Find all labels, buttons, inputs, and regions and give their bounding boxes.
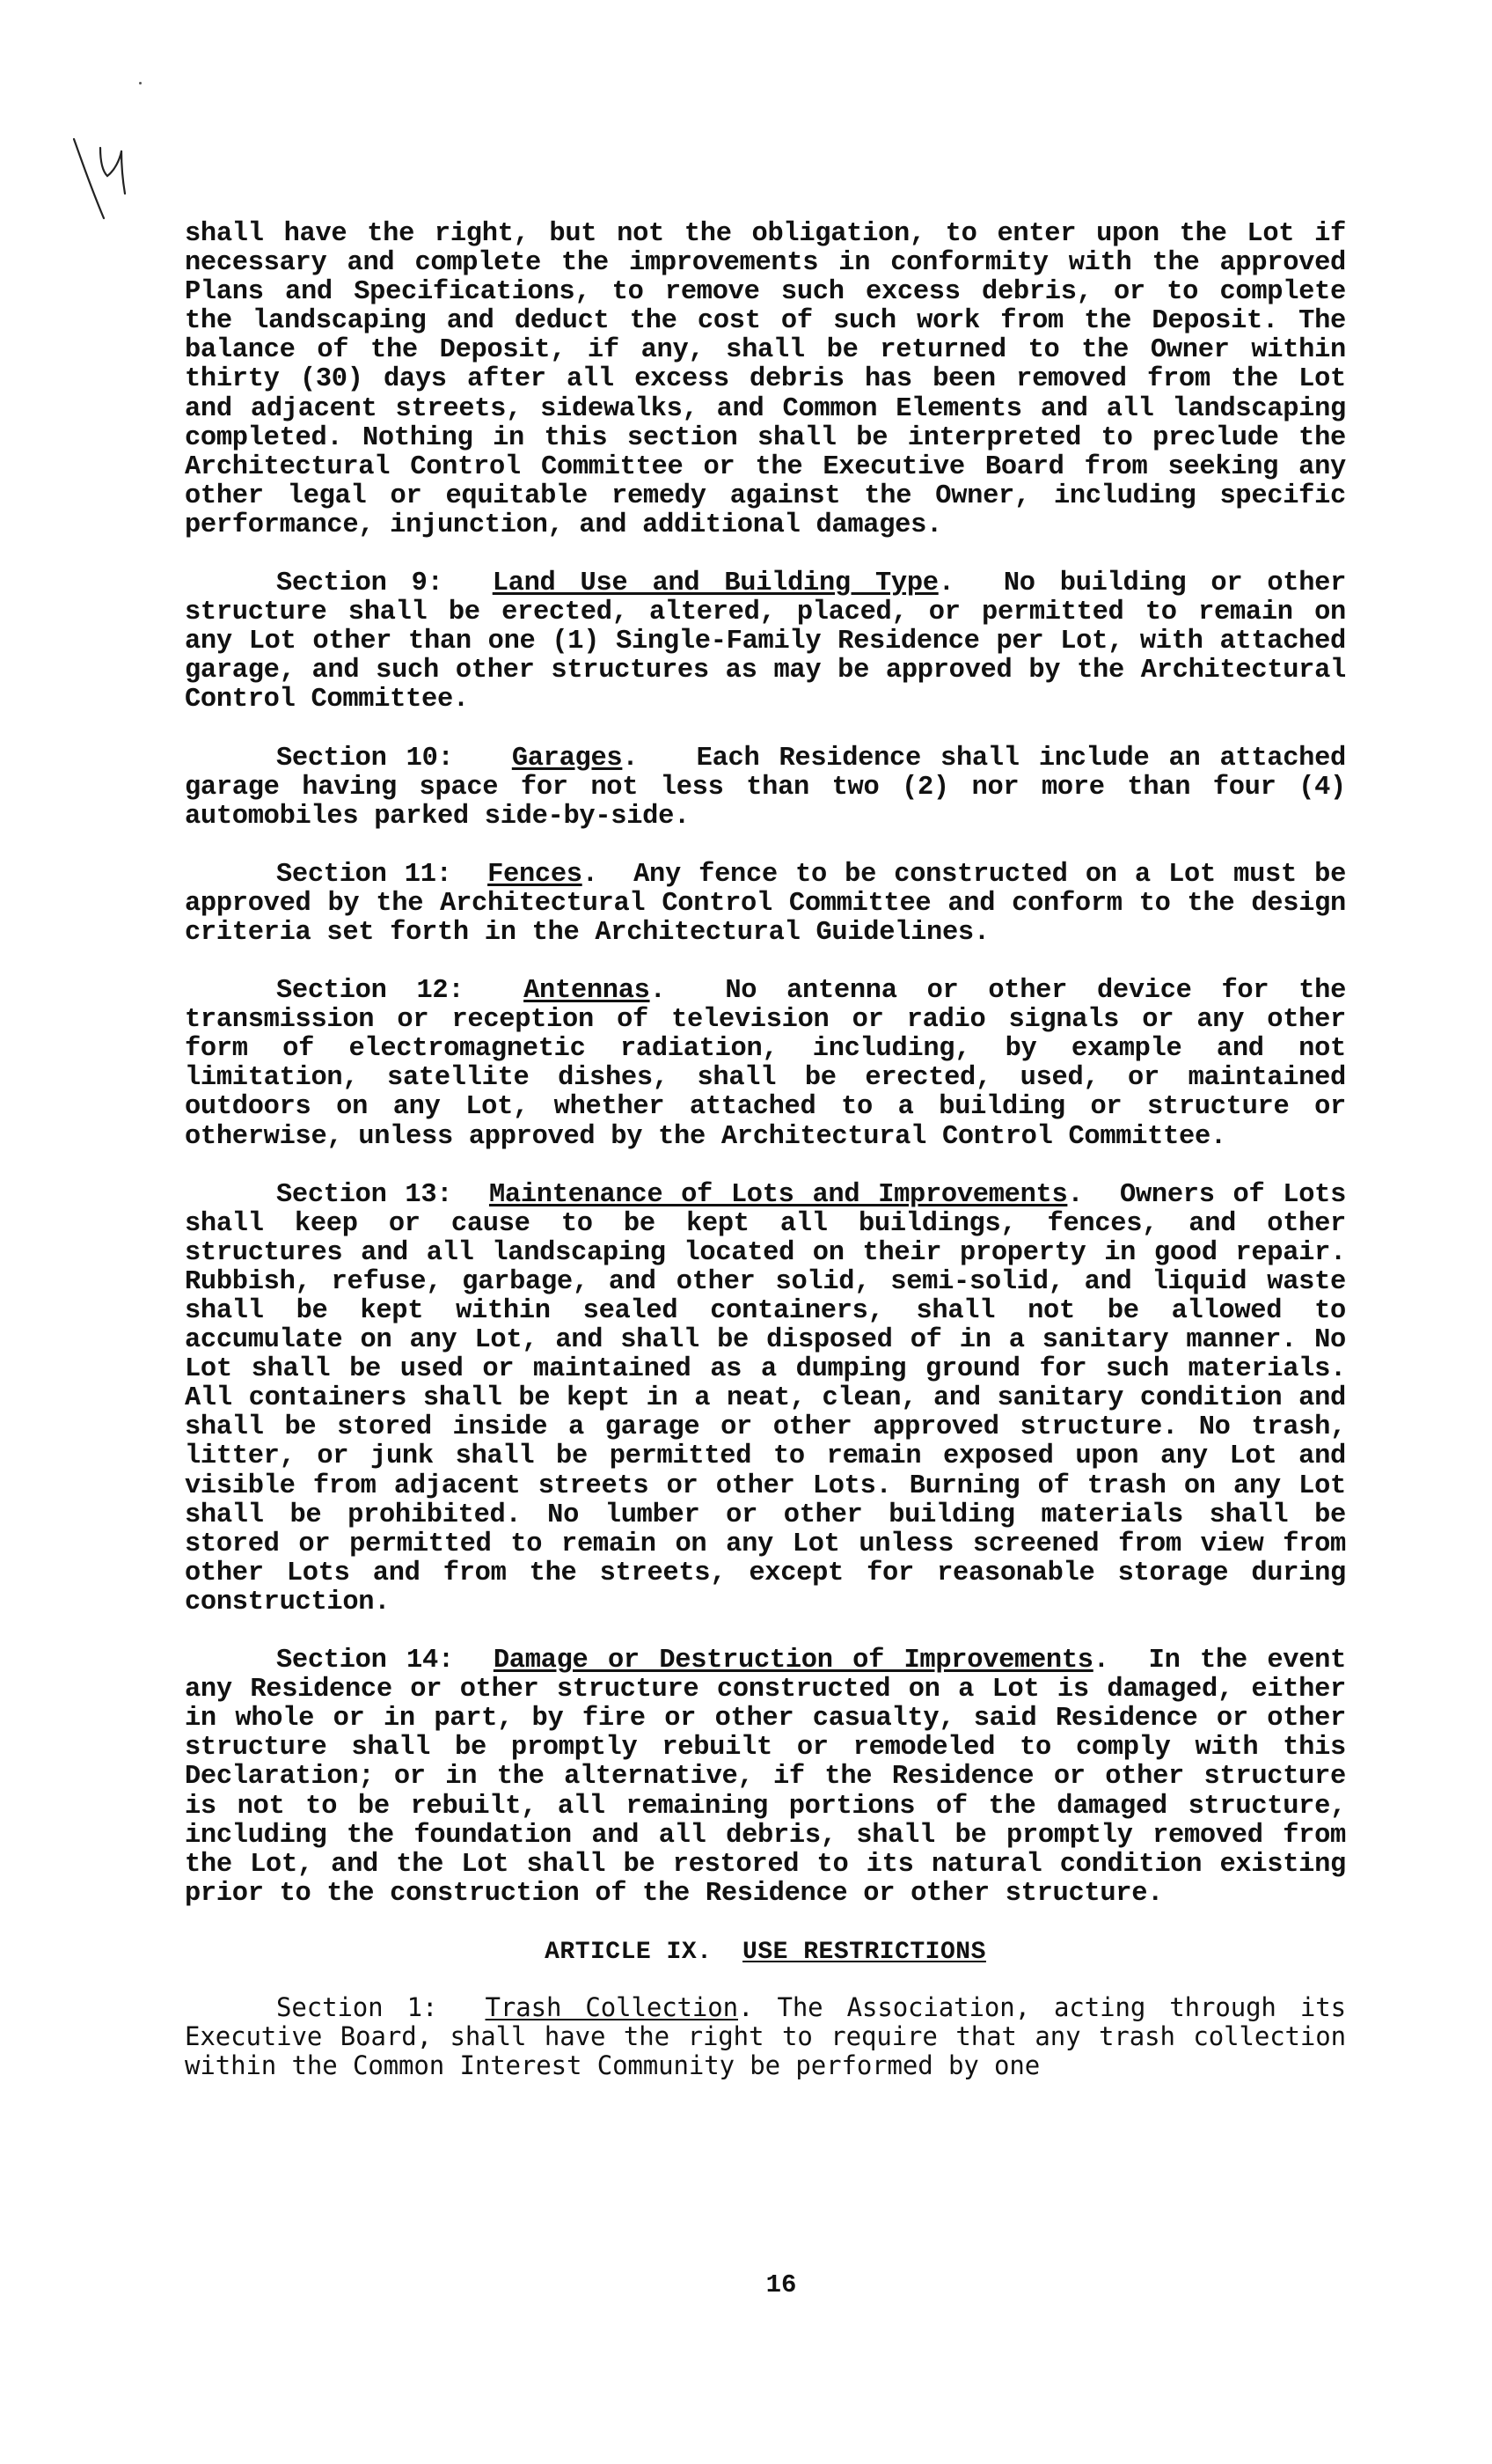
page-number: 16: [765, 2270, 797, 2299]
section-body: The Association, acting through its Executive Board, shall have the right to require that any trash collection within the Common Interest Community be performed by one: [185, 1991, 1346, 2081]
article-number: ARTICLE IX.: [545, 1938, 713, 1966]
section-label: Section 1:: [276, 1991, 438, 2022]
article-title: USE RESTRICTIONS: [742, 1938, 986, 1966]
section-13: Section 13: Maintenance of Lots and Improvements. Owners of Lots shall keep or cause to be kept all buildings, fences, and other structures and all landscaping located on their property in good repair. Rubbish, refuse, garbage, and other solid, semi-solid, and liquid waste shall be kept within sealed containers, shall not be allowed to accumulate on any Lot, and shall be disposed of in a sanitary manner. No Lot shall be used or maintained as a dumping ground for such materials. All containers shall be kept in a neat, clean, and sanitary condition and shall be stored inside a garage or other approved structure. No trash, litter, or junk shall be permitted to remain exposed upon any Lot and visible from adjacent streets or other Lots. Burning of trash on any Lot shall be prohibited. No lumber or other building materials shall be stored or permitted to remain on any Lot unless screened from view from other Lots and from the streets, except for reasonable storage during construction.: [185, 1179, 1347, 1617]
section-title: Garages: [511, 743, 623, 774]
section-14: Section 14: Damage or Destruction of Improvements. In the event any Residence or other structure constructed on a Lot is damaged, either in whole or in part, by fire or other casualty, said Residence or other structure shall be promptly rebuilt or remodeled to comply with this Declaration; or in the alternative, if the Residence or other structure is not to be rebuilt, all remaining portions of the damaged structure, including the foundation and all debris, shall be promptly removed from the Lot, and the Lot shall be restored to its natural condition existing prior to the construction of the Residence or other structure.: [185, 1646, 1347, 1909]
section-label: Section 11:: [276, 859, 452, 890]
section-label: Section 14:: [276, 1646, 454, 1676]
article-section-1: Section 1: Trash Collection. The Association, acting through its Executive Board, shall have the right to require that any trash collection within the Common Interest Community be performed by one: [185, 1991, 1346, 2081]
section-label: Section 12:: [276, 976, 464, 1007]
section-body: In the event any Residence or other structure constructed on a Lot is damaged, either in whole or in part, by fire or other casualty, said Residence or other structure shall be promptly rebuilt or remodeled to comply with this Declaration; or in the alternative, if the Residence or other structure is not to be rebuilt, all remaining portions of the damaged structure, including the foundation and all debris, shall be promptly removed from the Lot, and the Lot shall be restored to its natural condition existing prior to the construction of the Residence or other structure.: [185, 1646, 1347, 1909]
scan-speck: [139, 82, 142, 84]
section-body: Owners of Lots shall keep or cause to be kept all buildings, fences, and other structures and all landscaping located on their property in good repair. Rubbish, refuse, garbage, and other solid, semi-solid, and liquid waste shall be kept within sealed containers, shall not be allowed to accumulate on any Lot, and shall be disposed of in a sanitary manner. No Lot shall be used or maintained as a dumping ground for such materials. All containers shall be kept in a neat, clean, and sanitary condition and shall be stored inside a garage or other approved structure. No trash, litter, or junk shall be permitted to remain exposed upon any Lot and visible from adjacent streets or other Lots. Burning of trash on any Lot shall be prohibited. No lumber or other building materials shall be stored or permitted to remain on any Lot unless screened from view from other Lots and from the streets, except for reasonable storage during construction.: [185, 1179, 1347, 1617]
section-title: Maintenance of Lots and Improvements: [488, 1179, 1068, 1210]
section-body: Any fence to be constructed on a Lot must be approved by the Architectural Control Committee and conform to the design criteria set forth in the Architectural Guidelines.: [185, 859, 1347, 948]
section-10: Section 10: Garages. Each Residence shall include an attached garage having space for not less than two (2) nor more than four (4) automobiles parked side-by-side.: [185, 743, 1346, 832]
section-body: Each Residence shall include an attached garage having space for not less than two (2) nor more than four (4) automobiles parked side-by-side.: [185, 743, 1346, 832]
section-11: Section 11: Fences. Any fence to be constructed on a Lot must be approved by the Architectural Control Committee and conform to the design criteria set forth in the Architectural Guidelines.: [185, 859, 1347, 948]
section-body: No antenna or other device for the transmission or reception of television or radio signals or any other form of electromagnetic radiation, including, by example and not limitation, satellite dishes, shall be erected, used, or maintained outdoors on any Lot, whether attached to a building or structure or otherwise, unless approved by the Architectural Control Committee.: [185, 976, 1347, 1152]
section-label: Section 10:: [276, 743, 454, 774]
section-title: Damage or Destruction of Improvements: [493, 1646, 1093, 1676]
section-9: Section 9: Land Use and Building Type. No building or other structure shall be erected, altered, placed, or permitted to remain on any Lot other than one (1) Single-Family Residence per Lot, with attached garage, and such other structures as may be approved by the Architectural Control Committee.: [185, 568, 1347, 715]
section-title: Fences: [487, 859, 582, 890]
section-12: Section 12: Antennas. No antenna or other device for the transmission or reception of television or radio signals or any other form of electromagnetic radiation, including, by example and not limitation, satellite dishes, shall be erected, used, or maintained outdoors on any Lot, whether attached to a building or structure or otherwise, unless approved by the Architectural Control Committee.: [185, 976, 1347, 1152]
section-title: Antennas: [523, 976, 650, 1007]
section-label: Section 13:: [276, 1179, 453, 1210]
section-title: Land Use and Building Type: [492, 568, 939, 599]
handwritten-mark-icon: [69, 132, 130, 229]
section-body: No building or other structure shall be erected, altered, placed, or permitted to remain on any Lot other than one (1) Single-Family Residence per Lot, with attached garage, and such other structures as may be approved by the Architectural Control Committee.: [185, 568, 1347, 715]
article-heading: [185, 1938, 1346, 1967]
continuation-text: shall have the right, but not the obligation, to enter upon the Lot if necessary and complete the improvements in conformity with the approved Plans and Specifications, to remove such excess debris, or to complete the landscaping and deduct the cost of such work from the Deposit. The balance of the Deposit, if any, shall be returned to the Owner within thirty (30) days after all excess debris has been removed from the Lot and adjacent streets, sidewalks, and Common Elements and all landscaping completed. Nothing in this section shall be interpreted to preclude the Architectural Control Committee or the Executive Board from seeking any other legal or equitable remedy against the Owner, including specific performance, injunction, and additional damages.: [185, 219, 1346, 540]
section-title: Trash Collection: [485, 1991, 738, 2022]
section-label: Section 9:: [276, 568, 443, 599]
document-body: [185, 220, 1346, 2080]
handwritten-mark: [69, 132, 130, 229]
continuation-paragraph: [185, 220, 1346, 540]
